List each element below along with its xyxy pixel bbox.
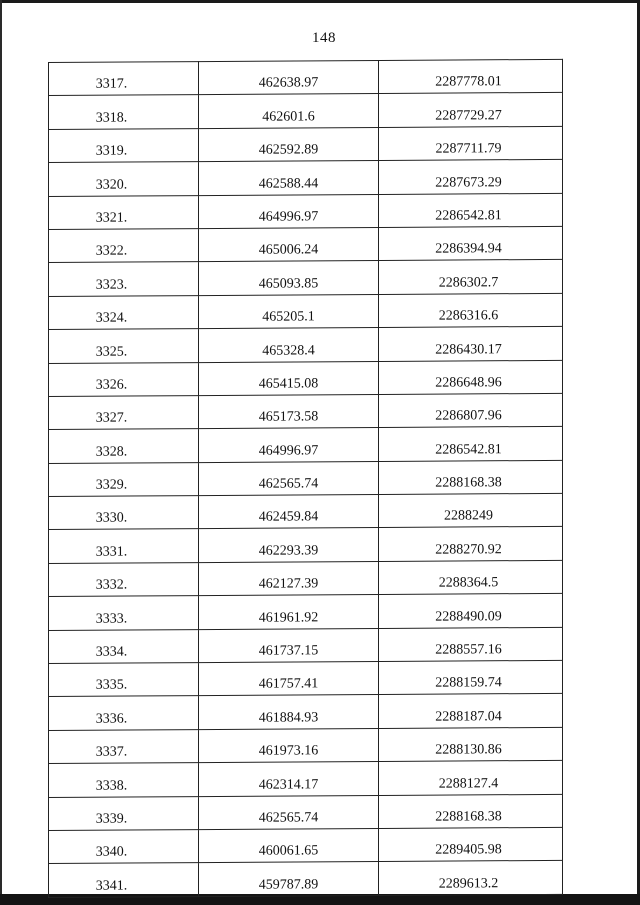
table-row: [49, 460, 563, 497]
scan-border-top: [0, 0, 640, 3]
table-row: [49, 527, 563, 564]
point-number-cell-text: 3334.: [95, 644, 128, 660]
y-coordinate-cell: [379, 59, 563, 94]
y-coordinate-cell-text: 2287673.29: [435, 174, 502, 191]
y-coordinate-cell-text: 2288364.5: [438, 575, 499, 591]
y-coordinate-cell: [379, 594, 563, 629]
y-coordinate-cell-text: 2288168.38: [435, 809, 502, 825]
table-row: [49, 560, 563, 597]
point-number-cell-text: 3325.: [95, 344, 128, 360]
point-number-cell: [49, 729, 199, 763]
x-coordinate-cell: [199, 795, 379, 829]
point-number-cell: [49, 696, 199, 730]
table-row: [49, 126, 563, 163]
point-number-cell-text: 3320.: [95, 177, 128, 193]
point-number-cell-text: 3332.: [95, 577, 128, 593]
x-coordinate-cell: [199, 294, 379, 328]
point-number-cell: [49, 262, 199, 296]
y-coordinate-cell: [379, 727, 563, 762]
x-coordinate-cell: [199, 194, 379, 228]
page-number: 148: [312, 30, 336, 46]
point-number-cell: [49, 796, 199, 830]
table-row: [49, 727, 563, 764]
table-row: [49, 660, 563, 697]
table-row: [49, 193, 563, 230]
y-coordinate-cell: [379, 694, 563, 729]
table-row: [49, 627, 563, 664]
x-coordinate-cell: [199, 628, 379, 662]
table-row: [49, 293, 563, 330]
table-row: [49, 761, 563, 798]
x-coordinate-cell-text: 462293.39: [258, 543, 319, 559]
x-coordinate-cell-text: 462638.97: [258, 75, 319, 92]
y-coordinate-cell-text: 2288490.09: [435, 608, 502, 625]
y-coordinate-cell: [379, 126, 563, 161]
coordinates-table: [48, 59, 563, 898]
x-coordinate-cell-text: 462127.39: [258, 576, 319, 592]
y-coordinate-cell: [379, 527, 563, 562]
y-coordinate-cell-text: 2286430.17: [435, 341, 502, 358]
table-row: [49, 427, 563, 464]
x-coordinate-cell-text: 461737.15: [258, 643, 319, 659]
point-number-cell: [49, 496, 199, 530]
point-number-cell: [49, 529, 199, 563]
x-coordinate-cell: [199, 461, 379, 495]
point-number-cell-text: 3329.: [95, 477, 128, 493]
x-coordinate-cell-text: 465328.4: [262, 342, 315, 359]
point-number-cell: [49, 863, 199, 897]
point-number-cell-text: 3323.: [95, 277, 128, 293]
y-coordinate-cell: [379, 493, 563, 528]
y-coordinate-cell-text: 2288187.04: [435, 709, 502, 725]
y-coordinate-cell-text: 2288168.38: [435, 475, 502, 491]
y-coordinate-cell-text: 2286316.6: [438, 308, 499, 324]
point-number-cell-text: 3318.: [95, 110, 128, 126]
x-coordinate-cell: [199, 828, 379, 862]
point-number-cell: [49, 629, 199, 663]
point-number-cell-text: 3340.: [95, 844, 128, 861]
y-coordinate-cell: [379, 160, 563, 195]
x-coordinate-cell: [199, 127, 379, 161]
x-coordinate-cell: [199, 161, 379, 195]
point-number-cell: [49, 295, 199, 329]
point-number-cell: [49, 362, 199, 396]
y-coordinate-cell: [379, 293, 563, 328]
x-coordinate-cell: [199, 394, 379, 428]
x-coordinate-cell-text: 460061.65: [258, 843, 319, 860]
table-row: [49, 360, 563, 397]
point-number-cell: [49, 395, 199, 429]
point-number-cell: [49, 195, 199, 229]
y-coordinate-cell: [379, 861, 563, 896]
x-coordinate-cell: [199, 227, 379, 261]
point-number-cell: [49, 763, 199, 797]
table-row: [49, 260, 563, 297]
point-number-cell: [49, 429, 199, 463]
point-number-cell: [49, 62, 199, 96]
table-row: [49, 226, 563, 263]
point-number-cell-text: 3321.: [95, 210, 128, 226]
x-coordinate-cell-text: 462459.84: [258, 509, 319, 526]
y-coordinate-cell: [379, 226, 563, 261]
y-coordinate-cell: [379, 326, 563, 361]
table-row: [49, 861, 563, 898]
x-coordinate-cell-text: 461884.93: [258, 710, 319, 726]
y-coordinate-cell-text: 2287778.01: [435, 74, 502, 91]
point-number-cell-text: 3319.: [95, 143, 128, 159]
point-number-cell-text: 3331.: [95, 544, 128, 560]
x-coordinate-cell-text: 462592.89: [258, 142, 319, 158]
y-coordinate-cell-text: 2286542.81: [435, 208, 502, 224]
y-coordinate-cell-text: 2289613.2: [438, 876, 499, 892]
y-coordinate-cell: [379, 627, 563, 662]
coordinates-table-body: [49, 59, 563, 897]
point-number-cell: [49, 663, 199, 697]
y-coordinate-cell-text: 2288270.92: [435, 542, 502, 558]
table-row: [49, 93, 563, 130]
x-coordinate-cell-text: 464996.97: [258, 443, 319, 459]
x-coordinate-cell-text: 461973.16: [258, 743, 319, 759]
x-coordinate-cell: [199, 728, 379, 762]
point-number-cell: [49, 229, 199, 263]
scan-border-left: [0, 0, 2, 905]
x-coordinate-cell: [199, 528, 379, 562]
x-coordinate-cell: [199, 495, 379, 529]
table-row: [49, 393, 563, 430]
x-coordinate-cell-text: 459787.89: [258, 877, 319, 893]
y-coordinate-cell: [379, 193, 563, 228]
y-coordinate-cell: [379, 393, 563, 428]
y-coordinate-cell: [379, 794, 563, 829]
point-number-cell: [49, 128, 199, 162]
y-coordinate-cell-text: 2289405.98: [435, 842, 502, 859]
x-coordinate-cell: [199, 328, 379, 362]
y-coordinate-cell-text: 2288249: [444, 508, 493, 525]
table-row: [49, 827, 563, 864]
y-coordinate-cell: [379, 560, 563, 595]
y-coordinate-cell: [379, 93, 563, 128]
x-coordinate-cell: [199, 561, 379, 595]
table-row: [49, 326, 563, 363]
y-coordinate-cell: [379, 260, 563, 295]
point-number-cell-text: 3336.: [95, 711, 128, 727]
point-number-cell-text: 3327.: [95, 410, 128, 427]
point-number-cell: [49, 562, 199, 596]
y-coordinate-cell: [379, 427, 563, 462]
x-coordinate-cell: [199, 60, 379, 94]
table-row: [49, 794, 563, 831]
y-coordinate-cell-text: 2286807.96: [435, 408, 502, 424]
y-coordinate-cell: [379, 360, 563, 395]
point-number-cell-text: 3326.: [95, 377, 128, 393]
x-coordinate-cell-text: 462314.17: [258, 776, 319, 793]
table-row: [49, 493, 563, 530]
point-number-cell: [49, 95, 199, 129]
y-coordinate-cell: [379, 761, 563, 796]
table-row: [49, 59, 563, 96]
table-row: [49, 594, 563, 631]
x-coordinate-cell-text: 465415.08: [258, 376, 319, 392]
x-coordinate-cell-text: 462601.6: [262, 109, 315, 125]
x-coordinate-cell: [199, 94, 379, 128]
table-row: [49, 160, 563, 197]
x-coordinate-cell-text: 461961.92: [258, 609, 319, 626]
x-coordinate-cell-text: 462588.44: [258, 175, 319, 192]
y-coordinate-cell-text: 2286394.94: [435, 241, 502, 257]
point-number-cell: [49, 830, 199, 864]
coordinates-table-container: [48, 59, 562, 898]
y-coordinate-cell: [379, 660, 563, 695]
y-coordinate-cell-text: 2286648.96: [435, 375, 502, 391]
x-coordinate-cell: [199, 862, 379, 896]
y-coordinate-cell-text: 2286542.81: [435, 441, 502, 458]
x-coordinate-cell-text: 465205.1: [262, 309, 315, 325]
point-number-cell-text: 3333.: [95, 611, 128, 627]
x-coordinate-cell: [199, 261, 379, 295]
x-coordinate-cell: [199, 662, 379, 696]
point-number-cell-text: 3335.: [95, 677, 128, 694]
point-number-cell-text: 3330.: [95, 510, 128, 527]
point-number-cell-text: 3341.: [95, 878, 128, 894]
x-coordinate-cell-text: 461757.41: [258, 676, 319, 693]
point-number-cell: [49, 462, 199, 496]
y-coordinate-cell-text: 2287729.27: [435, 108, 502, 124]
x-coordinate-cell-text: 464996.97: [258, 209, 319, 225]
x-coordinate-cell-text: 465173.58: [258, 409, 319, 426]
x-coordinate-cell-text: 465006.24: [258, 242, 319, 259]
point-number-cell-text: 3328.: [95, 444, 128, 460]
x-coordinate-cell: [199, 595, 379, 629]
y-coordinate-cell-text: 2287711.79: [435, 141, 502, 157]
point-number-cell: [49, 162, 199, 196]
y-coordinate-cell-text: 2288127.4: [438, 775, 499, 792]
x-coordinate-cell-text: 462565.74: [258, 476, 319, 492]
y-coordinate-cell-text: 2286302.7: [438, 274, 499, 291]
x-coordinate-cell-text: 465093.85: [258, 276, 319, 292]
point-number-cell-text: 3324.: [95, 310, 128, 326]
point-number-cell: [49, 329, 199, 363]
point-number-cell: [49, 596, 199, 630]
x-coordinate-cell: [199, 428, 379, 462]
y-coordinate-cell: [379, 460, 563, 495]
point-number-cell-text: 3317.: [95, 76, 128, 93]
x-coordinate-cell-text: 462565.74: [258, 810, 319, 826]
x-coordinate-cell: [199, 695, 379, 729]
y-coordinate-cell-text: 2288130.86: [435, 742, 502, 758]
point-number-cell-text: 3339.: [95, 811, 128, 827]
y-coordinate-cell-text: 2288557.16: [435, 642, 502, 658]
point-number-cell-text: 3337.: [95, 744, 128, 760]
x-coordinate-cell: [199, 762, 379, 796]
x-coordinate-cell: [199, 361, 379, 395]
table-row: [49, 694, 563, 731]
y-coordinate-cell-text: 2288159.74: [435, 675, 502, 692]
point-number-cell-text: 3338.: [95, 778, 128, 794]
point-number-cell-text: 3322.: [95, 243, 128, 260]
y-coordinate-cell: [379, 827, 563, 862]
